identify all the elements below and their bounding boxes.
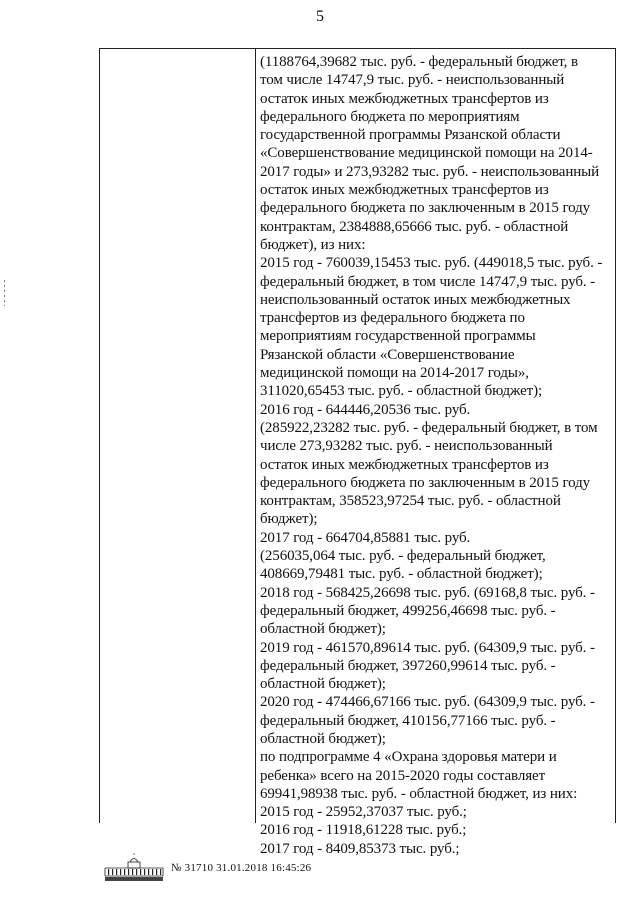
document-text-line: остаток иных межбюджетных трансфертов из	[260, 90, 549, 107]
document-text-line: Рязанской области «Совершенствование	[260, 346, 515, 363]
document-text-line: (285922,23282 тыс. руб. - федеральный бюджет, в том	[260, 419, 598, 436]
document-text-line: федеральный бюджет, 499256,46698 тыс. руб. -	[260, 602, 556, 619]
document-text-line: контрактам, 2384888,65666 тыс. руб. - областной	[260, 218, 569, 235]
document-text-line: федерального бюджета по мероприятиям	[260, 108, 520, 125]
document-text-line: остаток иных межбюджетных трансфертов из	[260, 456, 549, 473]
document-text-line: 2017 годы» и 273,93282 тыс. руб. - неиспользованный	[260, 163, 600, 180]
document-text-line: бюджет), из них:	[260, 236, 366, 253]
document-text-line: областной бюджет);	[260, 730, 386, 747]
table-right-column	[260, 53, 614, 858]
document-text-line: 408669,79481 тыс. руб. - областной бюджет);	[260, 566, 543, 583]
document-text-line: 69941,98938 тыс. руб. - областной бюджет, из них:	[260, 785, 578, 802]
document-text-line: по подпрограмме 4 «Охрана здоровья матери и	[260, 749, 557, 766]
document-text-line: 2015 год - 760039,15453 тыс. руб. (449018,5 тыс. руб. -	[260, 255, 603, 272]
document-text-line: федеральный бюджет, в том числе 14747,9 тыс. руб. -	[260, 273, 596, 290]
document-text-line: мероприятиям государственной программы	[260, 328, 536, 345]
document-text-line: остаток иных межбюджетных трансфертов из	[260, 182, 549, 199]
scan-margin-mark	[3, 280, 6, 306]
document-text-line: медицинской помощи на 2014-2017 годы»,	[260, 365, 529, 382]
document-text-line: ребенка» всего на 2015-2020 годы составляет	[260, 767, 546, 784]
document-text-line: бюджет);	[260, 511, 318, 528]
document-text-line: «Совершенствование медицинской помощи на 2014-	[260, 145, 593, 162]
document-text-line: неиспользованный остаток иных межбюджетных	[260, 291, 571, 308]
document-text-line: 2016 год - 644446,20536 тыс. руб.	[260, 401, 471, 418]
document-text-line: федеральный бюджет, 397260,99614 тыс. руб. -	[260, 657, 556, 674]
document-text-line: числе 273,93282 тыс. руб. - неиспользованный	[260, 438, 553, 455]
document-text-line: 2015 год - 25952,37037 тыс. руб.;	[260, 804, 467, 821]
document-text-line: 2017 год - 664704,85881 тыс. руб.	[260, 529, 471, 546]
document-text-line: федерального бюджета по заключенным в 2015 году	[260, 474, 591, 491]
document-text-line: 311020,65453 тыс. руб. - областной бюджет);	[260, 383, 543, 400]
document-text-line: 2019 год - 461570,89614 тыс. руб. (64309,9 тыс. руб. -	[260, 639, 595, 656]
document-text-line: трансфертов из федерального бюджета по	[260, 310, 525, 327]
document-text-line: федеральный бюджет, 410156,77166 тыс. руб. -	[260, 712, 556, 729]
document-text-line: том числе 14747,9 тыс. руб. - неиспользованный	[260, 72, 565, 89]
registry-logo	[103, 853, 165, 883]
document-text-line: государственной программы Рязанской области	[260, 127, 561, 144]
footer-stamp	[103, 853, 363, 883]
document-text-line: 2018 год - 568425,26698 тыс. руб. (69168,8 тыс. руб. -	[260, 584, 595, 601]
document-text-line: областной бюджет);	[260, 676, 386, 693]
document-text-line: федерального бюджета по заключенным в 2015 году	[260, 200, 591, 217]
page-number: 5	[316, 8, 324, 25]
document-text-line: 2020 год - 474466,67166 тыс. руб. (64309,9 тыс. руб. -	[260, 694, 595, 711]
document-text-line: (256035,064 тыс. руб. - федеральный бюджет,	[260, 548, 546, 565]
registration-stamp-text: № 31710 31.01.2018 16:45:26	[171, 862, 312, 874]
table-left-column	[100, 49, 256, 823]
document-table	[99, 48, 616, 857]
document-text-line: 2017 год - 8409,85373 тыс. руб.;	[260, 840, 460, 857]
document-text-line: областной бюджет);	[260, 621, 386, 638]
document-text-line: контрактам, 358523,97254 тыс. руб. - областной	[260, 493, 561, 510]
document-text-line: 2016 год - 11918,61228 тыс. руб.;	[260, 822, 467, 839]
document-text-line: (1188764,39682 тыс. руб. - федеральный бюджет, в	[260, 54, 578, 70]
